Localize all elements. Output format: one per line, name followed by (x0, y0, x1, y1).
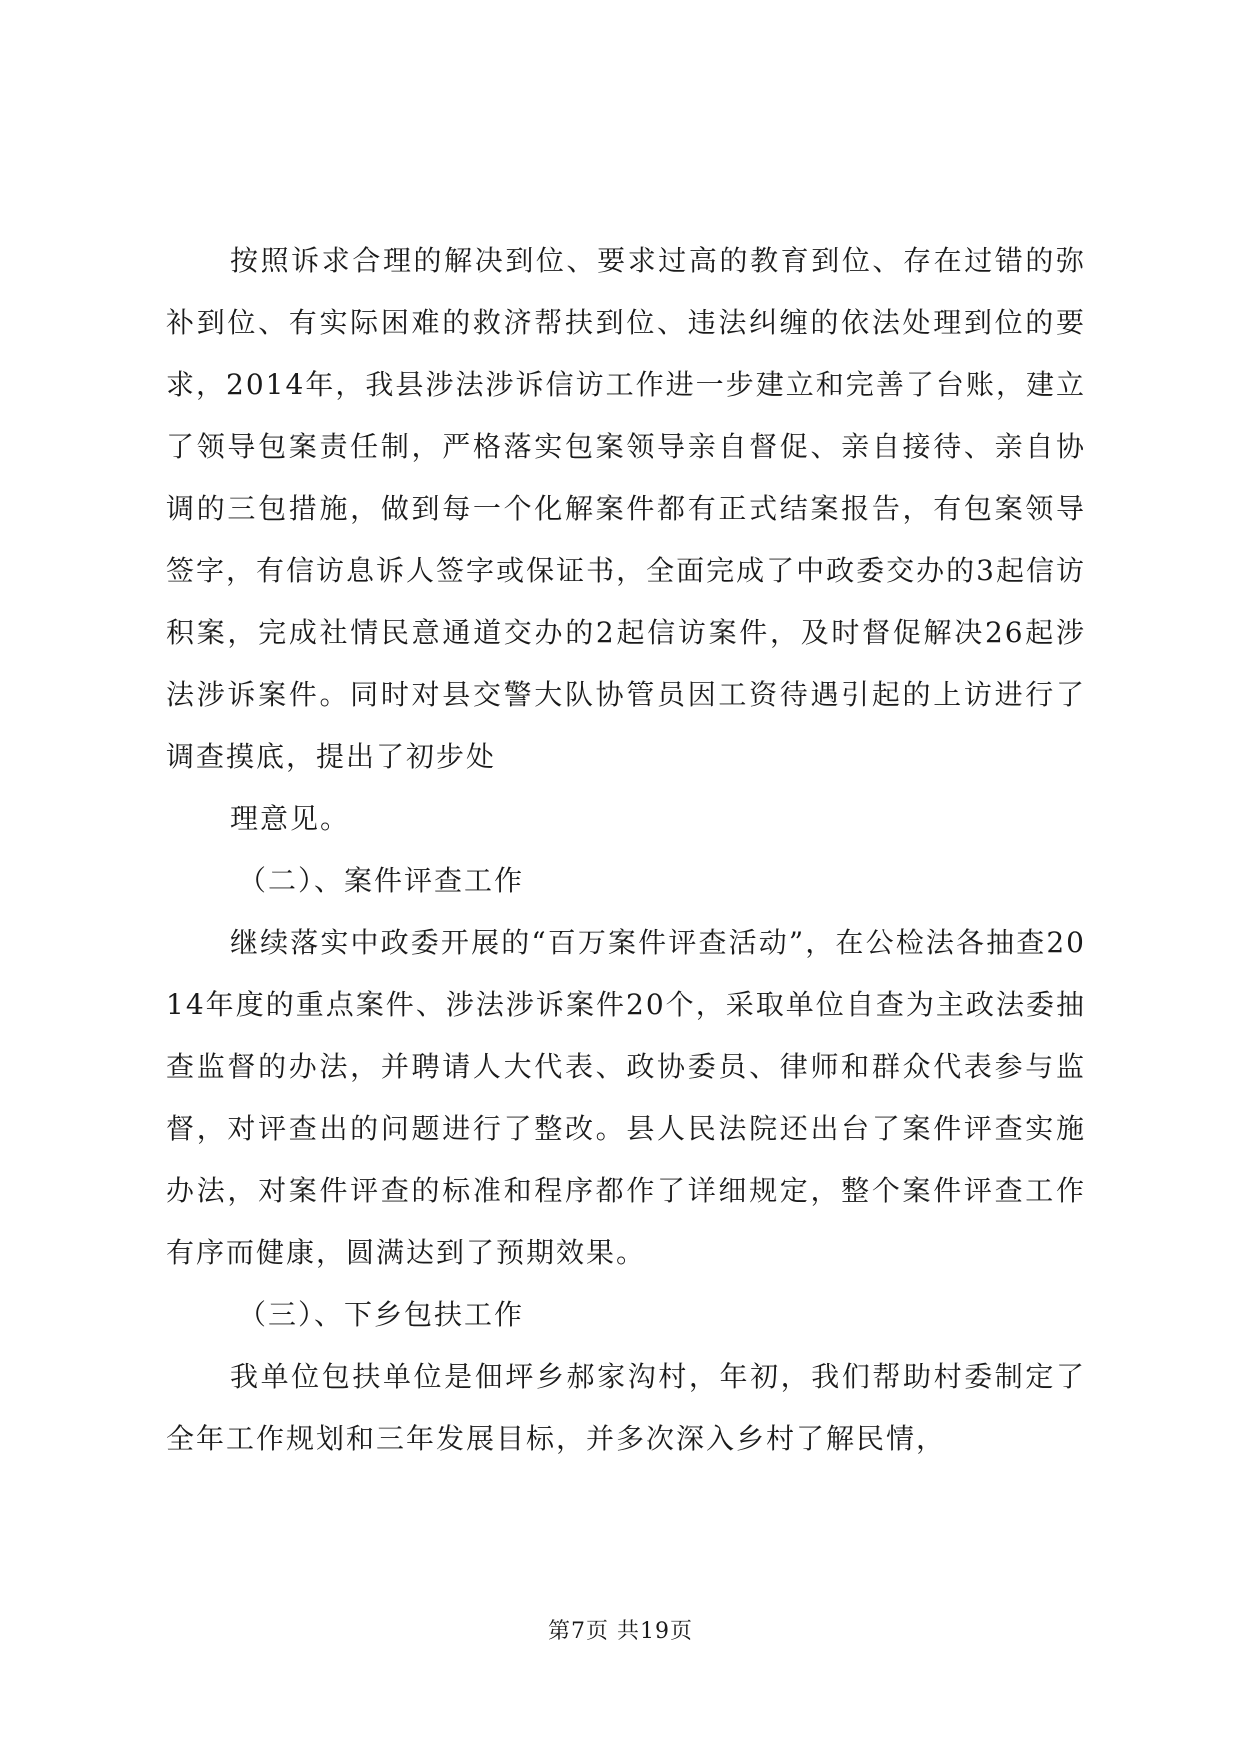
paragraph-petition-work: 按照诉求合理的解决到位、要求过高的教育到位、存在过错的弥补到位、有实际困难的救济帮扶到位、违法纠缠的依法处理到位的要求，2014年，我县涉法涉诉信访工作进一步建立和完善了台账，建立了领导包案责任制，严格落实包案领导亲自督促、亲自接待、亲自协调的三包措施，做到每一个化解案件都有正式结案报告，有包案领导签字，有信访息诉人签字或保证书，全面完成了中政委交办的3起信访积案，完成社情民意通道交办的2起信访案件，及时督促解决26起涉法涉诉案件。同时对县交警大队协管员因工资待遇引起的上访进行了调查摸底，提出了初步处 (166, 244, 1086, 773)
document-body (166, 230, 1086, 1470)
section-heading-case-review: （二）、案件评查工作 (238, 864, 525, 897)
page-footer: 第7页 共19页 (548, 1619, 693, 1644)
paragraph-rural-assistance: 我单位包扶单位是佃坪乡郝家沟村，年初，我们帮助村委制定了全年工作规划和三年发展目标，并多次深入乡村了解民情， (166, 1360, 1086, 1455)
paragraph-continuation: 理意见。 (230, 802, 351, 835)
section-heading-rural-assistance: （三）、下乡包扶工作 (238, 1298, 525, 1331)
paragraph-case-review: 继续落实中政委开展的“百万案件评查活动”，在公检法各抽查2014年度的重点案件、涉法涉诉案件20个，采取单位自查为主政法委抽查监督的办法，并聘请人大代表、政协委员、律师和群众代表参与监督，对评查出的问题进行了整改。县人民法院还出台了案件评查实施办法，对案件评查的标准和程序都作了详细规定，整个案件评查工作有序而健康，圆满达到了预期效果。 (166, 926, 1086, 1269)
